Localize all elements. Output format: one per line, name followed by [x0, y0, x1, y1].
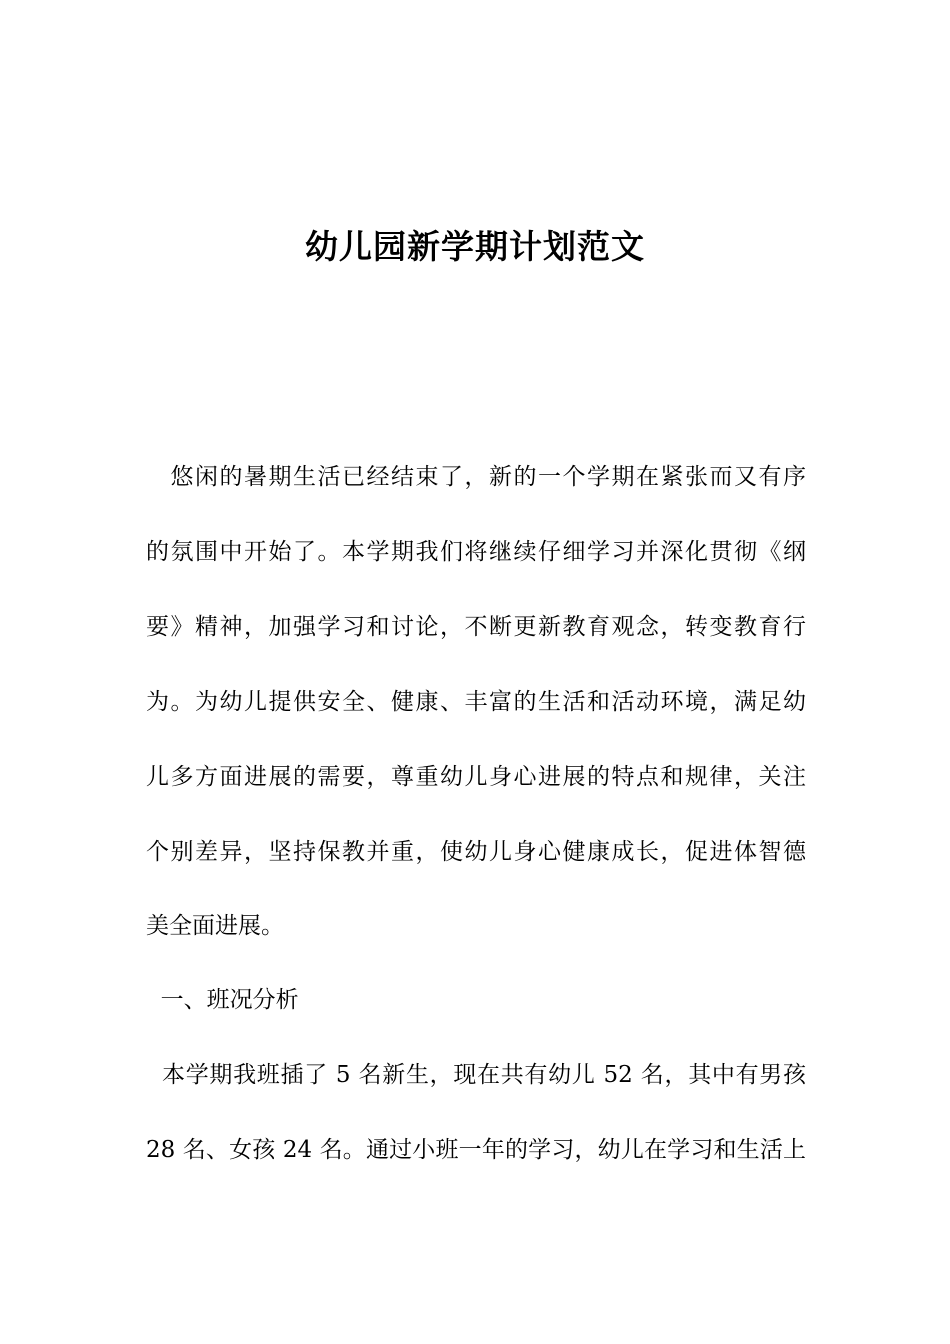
- document-title: 幼儿园新学期计划范文: [305, 227, 645, 266]
- paragraph-line: 美全面进展。: [146, 913, 284, 939]
- paragraph-line: 28 名、女孩 24 名。通过小班一年的学习，幼儿在学习和生活上: [146, 1137, 806, 1163]
- paragraph-line: 本学期我班插了 5 名新生，现在共有幼儿 52 名，其中有男孩: [146, 1062, 806, 1088]
- paragraph-line: 要》精神，加强学习和讨论，不断更新教育观念，转变教育行: [146, 614, 806, 640]
- paragraph-line: 儿多方面进展的需要，尊重幼儿身心进展的特点和规律，关注: [146, 764, 806, 790]
- paragraph-line: 悠闲的暑期生活已经结束了，新的一个学期在紧张而又有序: [146, 464, 806, 490]
- paragraph-line: 为。为幼儿提供安全、健康、丰富的生活和活动环境，满足幼: [146, 689, 806, 715]
- section-heading: 一、班况分析: [146, 987, 299, 1013]
- paragraph-line: 的氛围中开始了。本学期我们将继续仔细学习并深化贯彻《纲: [146, 539, 806, 565]
- paragraph-line: 个别差异，坚持保教并重，使幼儿身心健康成长，促进体智德: [146, 839, 806, 865]
